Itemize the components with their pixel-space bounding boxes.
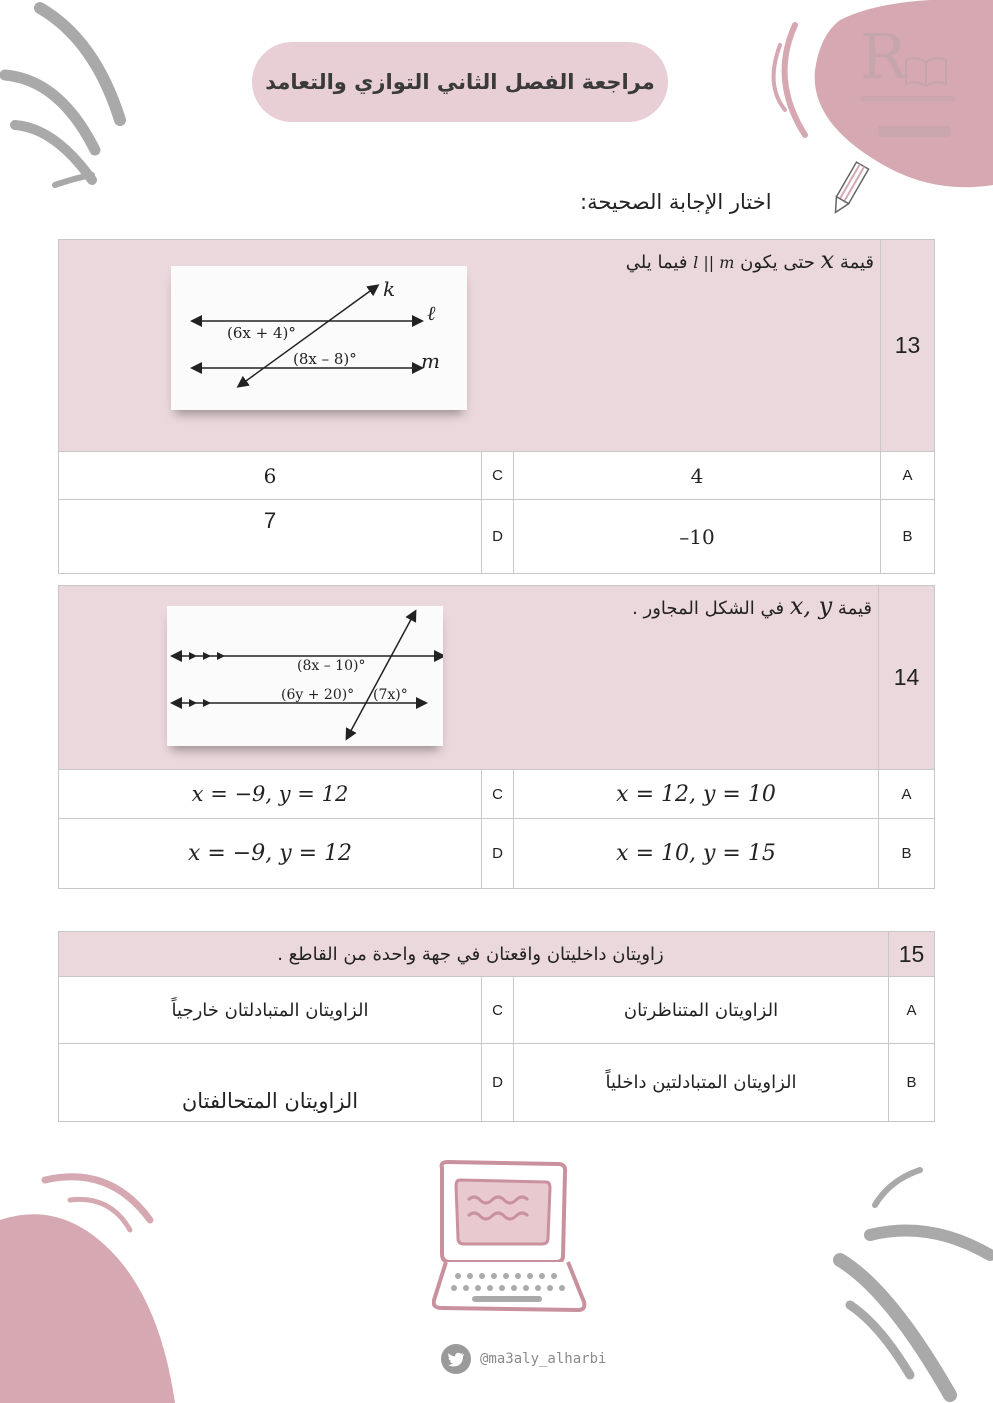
label-d: D bbox=[482, 1044, 514, 1122]
question-13-table bbox=[58, 239, 935, 574]
question-15-option-c[interactable]: الزاويتان المتبادلتان خارجياً bbox=[59, 977, 482, 1044]
twitter-icon bbox=[440, 1343, 472, 1375]
math-vars: x, y bbox=[789, 592, 833, 620]
parallel-lines-diagram-2 bbox=[167, 606, 443, 746]
label-l: ℓ bbox=[427, 301, 436, 325]
label-b: B bbox=[889, 1044, 935, 1122]
question-13-figure bbox=[171, 266, 467, 410]
label-b: B bbox=[881, 500, 935, 574]
label-a: A bbox=[879, 770, 935, 819]
question-13-option-d[interactable]: 7 bbox=[59, 500, 482, 574]
angle-label-2: (8x – 8)° bbox=[293, 350, 357, 368]
question-14-option-b[interactable]: x = 10, y = 15 bbox=[514, 819, 879, 889]
question-13-option-a[interactable]: 4 bbox=[514, 452, 881, 500]
math-var: x bbox=[820, 246, 835, 274]
label-c: C bbox=[482, 452, 514, 500]
question-15-option-b[interactable]: الزاويتان المتبادلتين داخلياً bbox=[514, 1044, 889, 1122]
label-k: k bbox=[383, 277, 396, 301]
bottom-left-decoration bbox=[0, 1160, 200, 1403]
label-a: A bbox=[889, 977, 935, 1044]
label-m: m bbox=[421, 349, 440, 373]
angle-label-3: (7x)° bbox=[373, 687, 408, 703]
computer-icon bbox=[432, 1158, 588, 1318]
question-13-option-b[interactable]: –10 bbox=[514, 500, 881, 574]
question-15-stem bbox=[59, 932, 889, 977]
question-13-text: قيمة x حتى يكون l || m فيما يلي bbox=[625, 246, 875, 274]
question-13-stem bbox=[59, 240, 881, 452]
label-c: C bbox=[482, 977, 514, 1044]
instruction-text: اختار الإجابة الصحيحة: bbox=[580, 190, 772, 214]
label-c: C bbox=[482, 770, 514, 819]
label-d: D bbox=[482, 500, 514, 574]
page-title: مراجعة الفصل الثاني التوازي والتعامد bbox=[252, 42, 668, 122]
question-14-figure bbox=[167, 606, 443, 746]
book-icon bbox=[904, 54, 948, 88]
twitter-handle[interactable] bbox=[440, 1343, 606, 1375]
question-14-stem bbox=[59, 586, 879, 770]
logo-caption bbox=[860, 96, 956, 101]
question-13-number: 13 bbox=[881, 240, 935, 452]
question-14-text: قيمة x, y في الشكل المجاور . bbox=[632, 592, 873, 620]
twitter-handle-text: @ma3aly_alharbi bbox=[480, 1351, 607, 1367]
pencil-icon bbox=[826, 158, 872, 220]
question-15-table bbox=[58, 931, 935, 1122]
question-14-option-c[interactable]: x = −9, y = 12 bbox=[59, 770, 482, 819]
angle-label-1: (6x + 4)° bbox=[227, 324, 296, 342]
question-15-text: زاويتان داخليتان واقعتان في جهة واحدة من القاطع . bbox=[277, 943, 664, 965]
question-15-option-a[interactable]: الزاويتان المتناظرتان bbox=[514, 977, 889, 1044]
question-13-option-c[interactable]: 6 bbox=[59, 452, 482, 500]
question-14-option-d[interactable]: x = −9, y = 12 bbox=[59, 819, 482, 889]
logo-badge bbox=[878, 126, 950, 137]
label-d: D bbox=[482, 819, 514, 889]
logo bbox=[852, 20, 962, 140]
parallel-lines-diagram bbox=[171, 266, 467, 410]
bottom-right-decoration bbox=[820, 1160, 993, 1403]
label-a: A bbox=[881, 452, 935, 500]
top-left-decoration bbox=[0, 0, 150, 200]
angle-label-2: (6y + 20)° bbox=[281, 687, 355, 703]
question-14-option-a[interactable]: x = 12, y = 10 bbox=[514, 770, 879, 819]
angle-label-1: (8x – 10)° bbox=[297, 658, 366, 674]
question-14-table bbox=[58, 585, 935, 889]
question-15-number: 15 bbox=[889, 932, 935, 977]
question-14-number: 14 bbox=[879, 586, 935, 770]
math-condition: l || m bbox=[693, 253, 735, 272]
label-b: B bbox=[879, 819, 935, 889]
logo-letter: R bbox=[860, 20, 907, 93]
question-15-option-d[interactable]: الزاويتان المتحالفتان bbox=[59, 1044, 482, 1122]
